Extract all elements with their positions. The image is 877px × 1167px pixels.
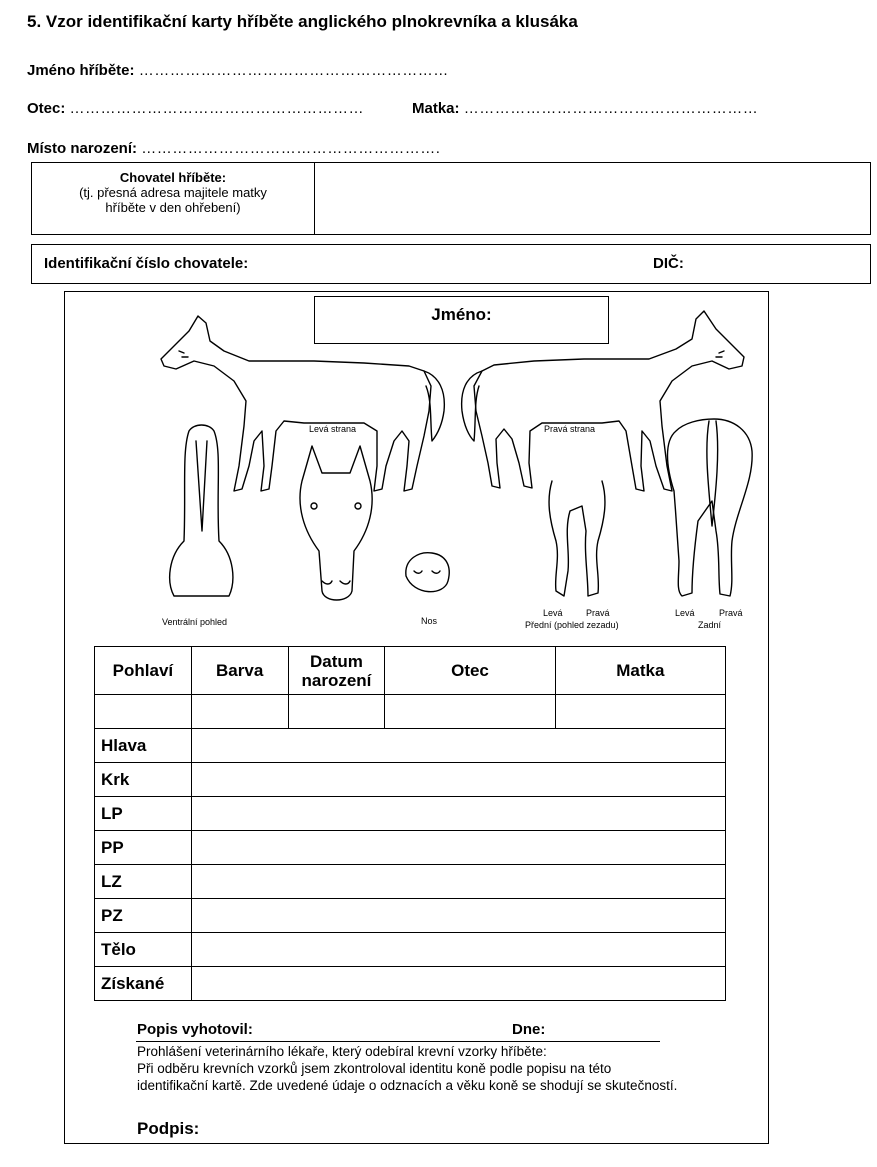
marking-row-label: LP	[95, 797, 192, 831]
cell-birth-date[interactable]	[288, 695, 385, 729]
page-title: 5. Vzor identifikační karty hříběte anglického plnokrevníka a klusáka	[27, 12, 578, 31]
foal-name-field[interactable]	[27, 62, 449, 79]
caption-ventral: Ventrální pohled	[162, 617, 228, 627]
right-side-horse-drawing	[462, 311, 744, 491]
declaration-line-2: Při odběru krevních vzorků jsem zkontroloval identitu koně podle popisu na této	[137, 1061, 612, 1076]
table-row	[95, 899, 726, 933]
table-row	[95, 967, 726, 1001]
caption-left-side: Levá strana	[309, 424, 357, 434]
marking-row-label: Tělo	[95, 933, 192, 967]
breeder-label: Chovatel hříběte:	[119, 170, 227, 185]
vet-declaration	[137, 1043, 677, 1094]
date-label: Dne:	[512, 1021, 546, 1038]
caption-rear: Zadní	[698, 620, 722, 630]
dic-label: DIČ:	[653, 255, 684, 272]
sire-field[interactable]	[27, 100, 364, 117]
marking-row-label: PP	[95, 831, 192, 865]
table-row	[95, 831, 726, 865]
sire-label: Otec:	[27, 100, 66, 117]
foal-name-dots: ……………………………………………………	[138, 62, 449, 79]
dam-field[interactable]	[412, 100, 758, 117]
header-sire: Otec	[385, 647, 555, 695]
marking-row-label: LZ	[95, 865, 192, 899]
breeder-note-1: (tj. přesná adresa majitele matky	[79, 185, 267, 200]
caption-front-right: Pravá	[586, 608, 610, 618]
left-side-horse-drawing	[161, 316, 444, 491]
dam-label: Matka:	[412, 100, 460, 117]
cell-sex[interactable]	[95, 695, 192, 729]
ventral-view-drawing	[170, 425, 233, 596]
signature-label: Podpis:	[137, 1119, 200, 1138]
marking-row-input[interactable]	[192, 933, 726, 967]
cell-color[interactable]	[191, 695, 288, 729]
declaration-line-3: identifikační kartě. Zde uvedené údaje o odznacích a věku koně se shodují se skutečností.	[137, 1078, 678, 1093]
breeder-note-2: hříběte v den ohřebení)	[105, 200, 241, 215]
description-by-label: Popis vyhotovil:	[137, 1021, 253, 1038]
marking-row-input[interactable]	[192, 729, 726, 763]
marking-row-input[interactable]	[192, 763, 726, 797]
marking-row-label: PZ	[95, 899, 192, 933]
breeder-address-input[interactable]	[316, 163, 870, 234]
header-birth-date-line2: narození	[301, 670, 372, 690]
head-front-drawing	[300, 446, 372, 600]
table-row	[95, 797, 726, 831]
caption-front: Přední (pohled zezadu)	[525, 620, 619, 630]
caption-right-side: Pravá strana	[544, 424, 596, 434]
marking-row-input[interactable]	[192, 797, 726, 831]
header-dam: Matka	[555, 647, 725, 695]
marking-row-label: Hlava	[95, 729, 192, 763]
breeder-label-cell	[32, 163, 315, 234]
birthplace-field[interactable]	[27, 140, 440, 157]
header-birth-date	[288, 647, 385, 695]
cell-sire[interactable]	[385, 695, 555, 729]
marking-row-input[interactable]	[192, 865, 726, 899]
card-name-label: Jméno:	[431, 305, 492, 324]
marking-row-input[interactable]	[192, 967, 726, 1001]
breeder-box	[31, 162, 871, 235]
birthplace-dots: ………………………………………………….	[141, 140, 441, 157]
header-birth-date-line1: Datum	[309, 651, 363, 671]
table-row	[95, 729, 726, 763]
table-row	[95, 865, 726, 899]
front-legs-drawing	[549, 481, 605, 596]
breeder-id-label: Identifikační číslo chovatele:	[44, 255, 249, 272]
birthplace-label: Místo narození:	[27, 140, 138, 157]
marking-row-input[interactable]	[192, 831, 726, 865]
marking-row-input[interactable]	[192, 899, 726, 933]
marking-row-label: Získané	[95, 967, 192, 1001]
caption-rear-right: Pravá	[719, 608, 743, 618]
caption-rear-left: Levá	[675, 608, 695, 618]
table-row	[95, 933, 726, 967]
markings-table	[94, 728, 726, 1001]
header-sex: Pohlaví	[95, 647, 192, 695]
caption-front-left: Levá	[543, 608, 563, 618]
rear-view-drawing	[668, 419, 753, 596]
header-color: Barva	[191, 647, 288, 695]
nose-drawing	[406, 553, 449, 592]
cell-dam[interactable]	[555, 695, 725, 729]
table-row	[95, 763, 726, 797]
horse-diagrams	[64, 291, 767, 641]
sire-dots: …………………………………………………	[69, 100, 365, 117]
breeder-id-box[interactable]	[31, 244, 871, 284]
foal-name-label: Jméno hříběte:	[27, 62, 135, 79]
dam-dots: …………………………………………………	[463, 100, 759, 117]
info-table	[94, 646, 726, 729]
caption-nose: Nos	[421, 616, 438, 626]
description-line	[136, 1041, 660, 1042]
marking-row-label: Krk	[95, 763, 192, 797]
declaration-line-1: Prohlášení veterinárního lékaře, který odebíral krevní vzorky hříběte:	[137, 1044, 547, 1059]
